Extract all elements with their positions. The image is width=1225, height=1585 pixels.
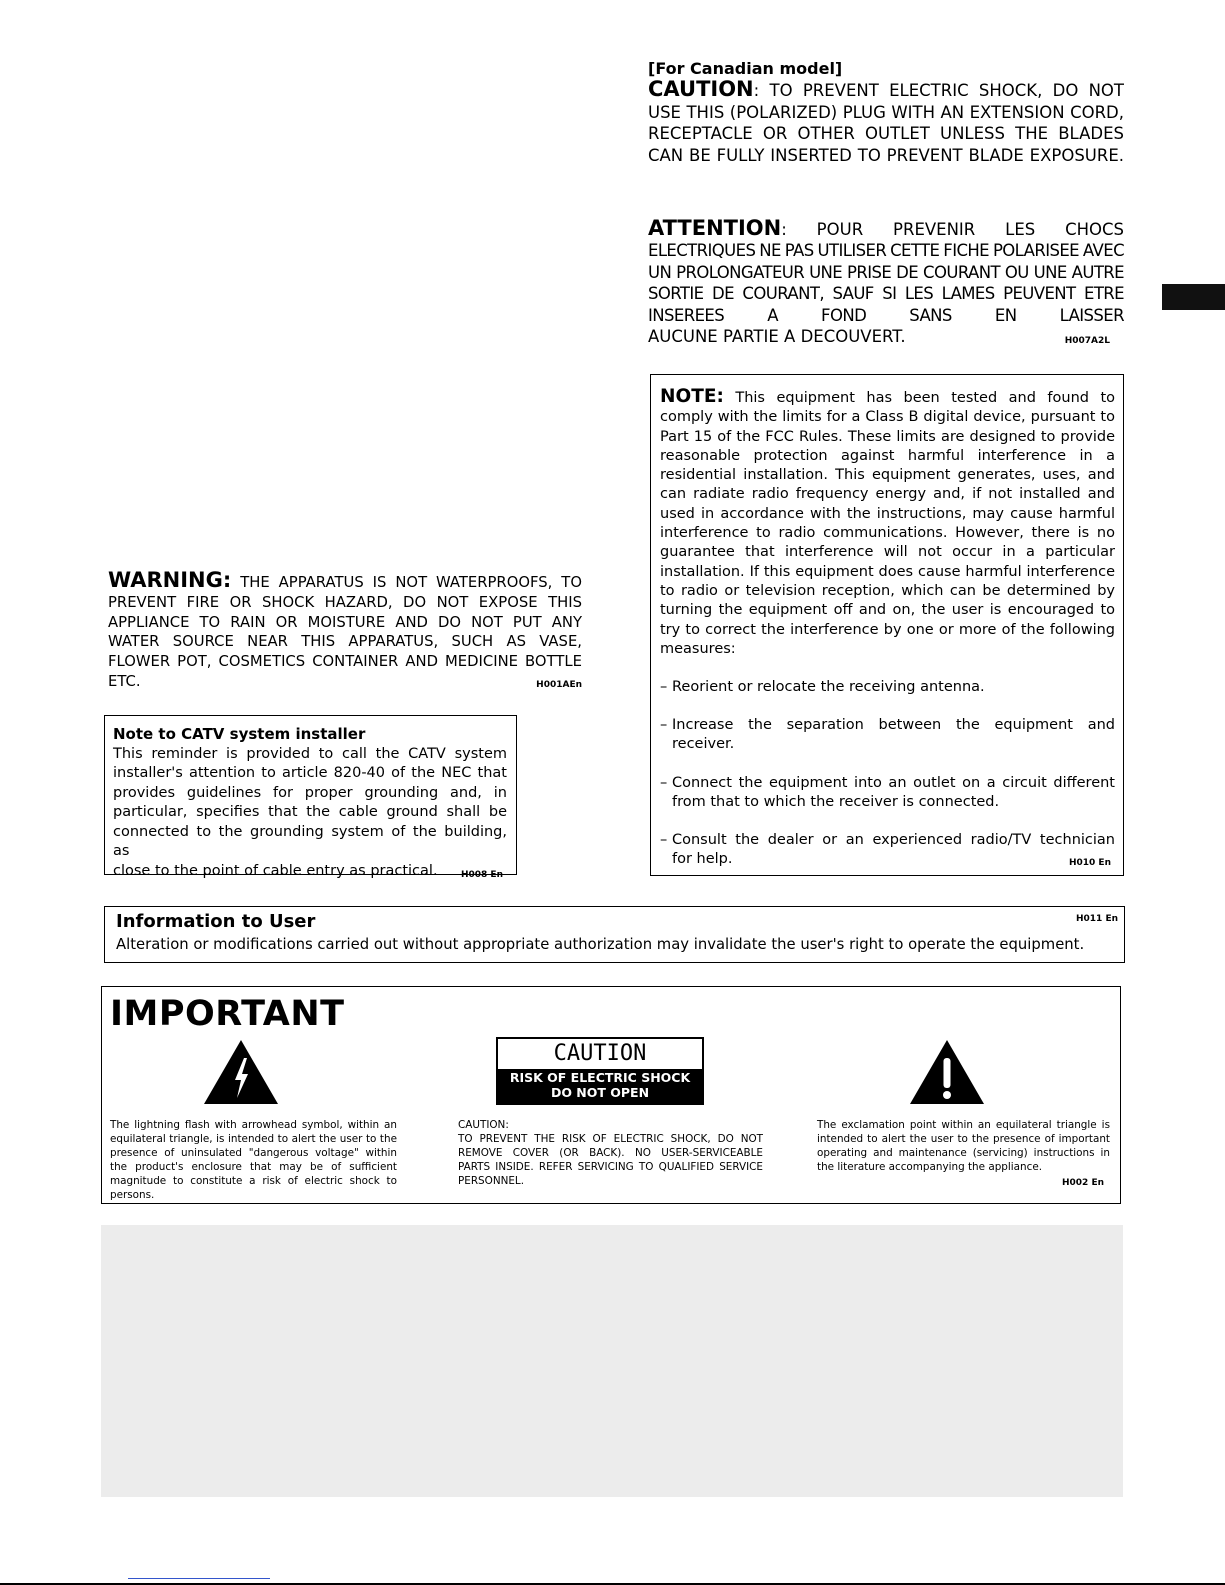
measure-item: – Reorient or relocate the receiving antenna. [660, 679, 985, 695]
attention-line1: : POUR PREVENIR LES CHOCS [781, 220, 1124, 239]
code-h001aen: H001AEn [536, 679, 582, 690]
exclamation-triangle-icon [908, 1038, 986, 1106]
code-h002: H002 En [1062, 1178, 1105, 1188]
code-h007a2l: H007A2L [1064, 336, 1110, 347]
code-h011: H011 En [1076, 914, 1119, 924]
code-h010: H010 En [1068, 858, 1111, 869]
caution-label-line1: RISK OF ELECTRIC SHOCK [509, 1070, 691, 1085]
attention-last: AUCUNE PARTIE A DECOUVERT. [648, 327, 906, 347]
lightning-description: The lightning flash with arrowhead symbol, within an equilateral triangle, is intended to alert the user to the presence of uninsulated "dangerous voltage" within the product's enclosure that may be of sufficient magnitude to constitute a risk of electric shock to persons. [110, 1119, 397, 1201]
info-user-text: Alteration or modifications carried out without appropriate authorization may invalidate the user's right to operate the equipment. [116, 936, 1085, 953]
attention-text: ELECTRIQUES NE PAS UTILISER CETTE FICHE POLARISEE AVEC UN PROLONGATEUR UNE PRISE DE COURANT OU UNE AUTRE SORTIE DE COURANT, SAUF SI LES LAMES PEUVENT ETRE INSEREES A FOND SANS EN LAISSER [648, 241, 1124, 325]
caution-label: CAUTION [648, 77, 754, 102]
attention-block [648, 218, 1124, 347]
catv-note: Note to CATV system installer This reminder is provided to call the CATV system installer's attention to article 820-40 of the NEC that provides guidelines for proper grounding and, in particular, specifies that the cable ground shall be connected to the grounding system of the building, as close to the point of cable entry as practical. H008 En [113, 725, 507, 881]
caution-label-graphic [496, 1037, 704, 1105]
measure-item: – Increase the separation between the equipment and receiver. [660, 717, 1115, 753]
catv-title: Note to CATV system installer [113, 725, 366, 743]
exclamation-description: The exclamation point within an equilateral triangle is intended to alert the user to the presence of important operating and maintenance (servicing) instructions in the literature accompanying the appliance. [817, 1119, 1110, 1173]
measure-item: – Consult the dealer or an experienced radio/TV technician for help. H010 En [660, 831, 1115, 870]
note-text: This equipment has been tested and found to comply with the limits for a Class B digital device, pursuant to Part 15 of the FCC Rules. These limits are designed to provide reasonable protection against harmful interference in a residential installation. This equipment generates, uses, and can radiate radio frequency energy and, if not installed and used in accordance with the instructions, may cause harmful interference to radio communications. However, there is no guarantee that interference will not occur in a particular installation. If this equipment does cause harmful interference to radio or television reception, which can be determined by turning the equipment off and on, the user is encouraged to try to correct the interference by one or more of the following measures: [660, 390, 1115, 657]
caution-label-top: CAUTION [553, 1041, 647, 1066]
warning-block: WARNING: THE APPARATUS IS NOT WATERPROOFS, TO PREVENT FIRE OR SHOCK HAZARD, DO NOT EXPOSE THIS APPLIANCE TO RAIN OR MOISTURE AND DO NOT PUT ANY WATER SOURCE NEAR THIS APPARATUS, SUCH AS VASE, FLOWER POT, COSMETICS CONTAINER AND MEDICINE BOTTLE ETC. H001AEn [108, 571, 582, 692]
grey-panel [101, 1225, 1123, 1497]
attention-label: ATTENTION [648, 216, 782, 240]
code-h008: H008 En [460, 869, 503, 880]
note-label: NOTE: [660, 386, 724, 407]
lightning-triangle-icon [202, 1038, 280, 1106]
caution-description: CAUTION: TO PREVENT THE RISK OF ELECTRIC SHOCK, DO NOT REMOVE COVER (OR BACK). NO USER-SERVICEABLE PARTS INSIDE. REFER SERVICING TO QUALIFIED SERVICE PERSONNEL. [458, 1119, 763, 1187]
footer-link-underline [128, 1578, 270, 1579]
info-user-title: Information to User [116, 911, 316, 932]
side-tab-marker [1162, 284, 1225, 310]
measure-item: – Connect the equipment into an outlet on a circuit different from that to which the receiver is connected. [660, 775, 1115, 811]
caution-text: : TO PREVENT ELECTRIC SHOCK, DO NOT USE THIS (POLARIZED) PLUG WITH AN EXTENSION CORD, RECEPTACLE OR OTHER OUTLET UNLESS THE BLADES CAN BE FULLY INSERTED TO PREVENT BLADE EXPOSURE. [648, 81, 1124, 165]
caution-label-line2: DO NOT OPEN [550, 1084, 650, 1100]
important-title: IMPORTANT [110, 994, 345, 1034]
fcc-note [660, 387, 1115, 659]
canadian-heading: [For Canadian model] [648, 59, 843, 78]
catv-text: This reminder is provided to call the CATV system installer's attention to article 820-40 of the NEC that provides guidelines for proper grounding and, in particular, specifies that the cable ground shall be connected to the grounding system of the building, as [113, 745, 507, 859]
warning-label: WARNING: [108, 568, 232, 592]
canadian-caution [648, 58, 1124, 166]
warning-text: THE APPARATUS IS NOT WATERPROOFS, TO PREVENT FIRE OR SHOCK HAZARD, DO NOT EXPOSE THIS APPLIANCE TO RAIN OR MOISTURE AND DO NOT PUT ANY WATER SOURCE NEAR THIS APPARATUS, SUCH AS VASE, FLOWER POT, COSMETICS CONTAINER AND MEDICINE BOTTLE [108, 574, 582, 671]
